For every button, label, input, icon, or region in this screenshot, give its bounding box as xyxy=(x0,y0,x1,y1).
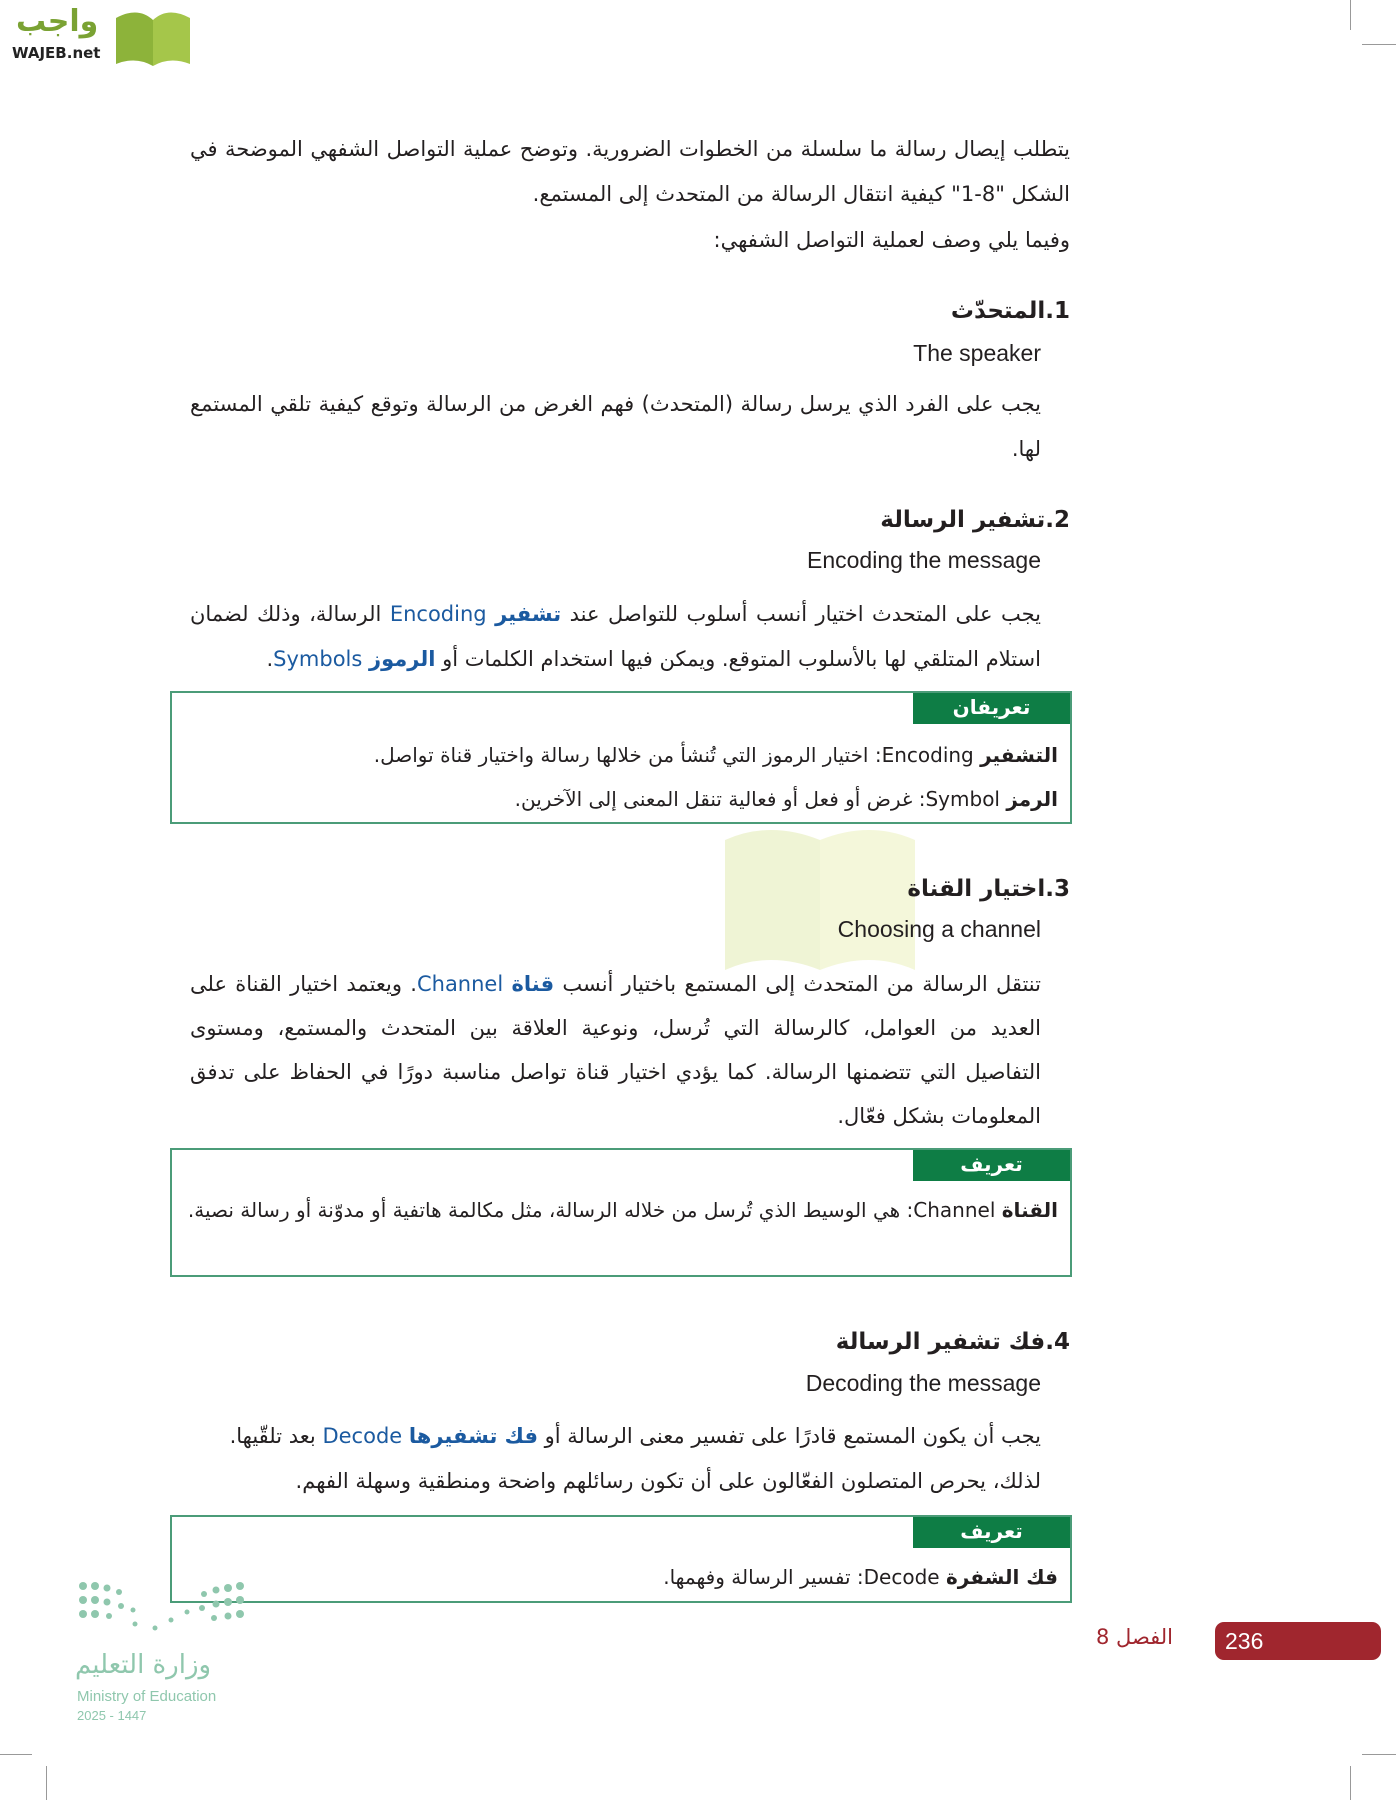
ministry-dots-icon xyxy=(75,1578,255,1638)
section-body: يجب على الفرد الذي يرسل رسالة (المتحدث) فهم الغرض من الرسالة وتوقع كيفية تلقي المستمع لها. xyxy=(190,392,1041,461)
definition-box xyxy=(170,1515,1072,1603)
section-heading: 3.اختيار القناة xyxy=(907,876,1070,902)
chapter-label: الفصل 8 xyxy=(1096,1625,1174,1649)
definition-box xyxy=(170,691,1072,824)
page-number: 236 xyxy=(1225,1628,1264,1654)
crop-mark xyxy=(0,1754,32,1755)
term-link: قناة xyxy=(511,972,555,996)
definition-label: تعريف xyxy=(913,1517,1070,1548)
section-english-title: The speaker xyxy=(913,340,1041,366)
crop-mark xyxy=(1362,44,1396,45)
section-english-title: Encoding the message xyxy=(807,547,1041,573)
definition-box xyxy=(170,1148,1072,1277)
section-heading: 1.المتحدّث xyxy=(950,298,1070,324)
section-english-title: Decoding the message xyxy=(805,1370,1041,1396)
definition-line: فك الشفرة Decode: تفسير الرسالة وفهمها. xyxy=(663,1565,1058,1589)
term-link: فك تشفيرها xyxy=(408,1424,538,1448)
watermark xyxy=(450,820,950,980)
definition-line: الرمز Symbol: غرض أو فعل أو فعالية تنقل المعنى إلى الآخرين. xyxy=(514,787,1058,811)
term-link: تشفير xyxy=(495,602,562,626)
ministry-logo: وزارة التعليم Ministry of Education 2025 - 1447 xyxy=(75,1578,255,1728)
definition-label: تعريفان xyxy=(913,693,1070,724)
wajeb-logo: واجب WAJEB.net xyxy=(8,4,198,68)
section-body: يجب على المتحدث اختيار أنسب أسلوب للتواصل عند تشفير Encoding الرسالة، وذلك لضمان استلام المتلقي لها بالأسلوب المتوقع. ويمكن فيها استخدام الكلمات أو الرموز Symbols. xyxy=(190,602,1042,671)
intro-paragraph: يتطلب إيصال رسالة ما سلسلة من الخطوات الضرورية. وتوضح عملية التواصل الشفهي الموضحة في الشكل "8-1" كيفية انتقال الرسالة من المتحدث إلى المستمع. xyxy=(190,137,1070,206)
crop-mark xyxy=(46,1766,47,1800)
intro-lead: وفيما يلي وصف لعملية التواصل الشفهي: xyxy=(713,228,1070,252)
definition-label: تعريف xyxy=(913,1150,1070,1181)
section-body: يجب أن يكون المستمع قادرًا على تفسير معنى الرسالة أو فك تشفيرها Decode بعد تلقّيها. لذلك، يحرص المتصلون الفعّالون على أن تكون رسائلهم واضحة ومنطقية وسهلة الفهم. xyxy=(229,1424,1041,1493)
definition-line: التشفير Encoding: اختيار الرموز التي تُنشأ من خلالها رسالة واختيار قناة تواصل. xyxy=(373,743,1058,767)
crop-mark xyxy=(1362,1754,1396,1755)
page-number-tab xyxy=(1215,1622,1381,1660)
section-heading: 4.فك تشفير الرسالة xyxy=(835,1329,1070,1355)
term-link: الرموز xyxy=(369,647,436,671)
crop-mark xyxy=(1350,0,1351,30)
crop-mark xyxy=(1350,1766,1351,1800)
section-body: تنتقل الرسالة من المتحدث إلى المستمع باختيار أنسب قناة Channel. ويعتمد اختيار القناة على العديد من العوامل، كالرسالة التي تُرسل، ونوعية العلاقة بين المتحدث والمستمع، ومستوى التفاصيل التي تتضمنها الرسالة. كما يؤدي اختيار قناة تواصل مناسبة دورًا في الحفاظ على تدفق المعلومات بشكل فعّال. xyxy=(190,972,1041,1128)
watermark-book-icon xyxy=(450,820,950,980)
section-heading: 2.تشفير الرسالة xyxy=(880,507,1070,533)
section-english-title: Choosing a channel xyxy=(837,916,1041,942)
definition-line: القناة Channel: هي الوسيط الذي تُرسل من خلاله الرسالة، مثل مكالمة هاتفية أو مدوّنة أو رسالة نصية. xyxy=(187,1198,1058,1222)
